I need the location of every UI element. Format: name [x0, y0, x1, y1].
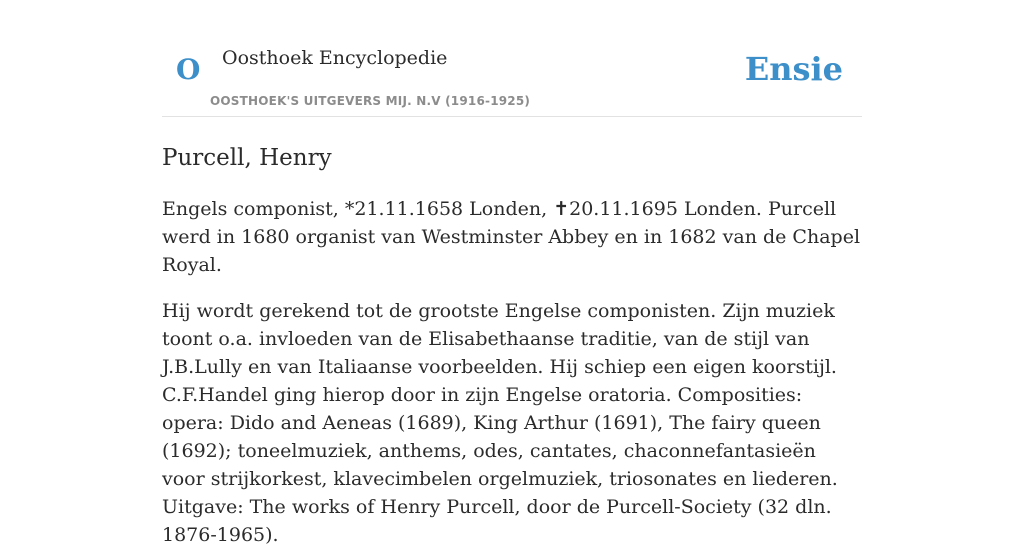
article-paragraph: Hij wordt gerekend tot de grootste Engelse componisten. Zijn muziek toont o.a. invloeden van de Elisabethaanse traditie, van de stijl van J.B.Lully en van Italiaanse voorbeelden. Hij schiep een eigen koorstijl. C.F.Handel ging hierop door in zijn Engelse oratoria. Composities: opera: Dido and Aeneas (1689), King Arthur (1691), The fairy queen (1692); toneelmuziek, anthems, odes, cantates, chaconnefantasieën voor strijkorkest, klavecimbelen orgelmuziek, triosonates en liederen. Uitgave: The works of Henry Purcell, door de Purcell-Society (32 dln. 1876-1965). — [162, 300, 838, 546]
article-title: Purcell, Henry — [162, 145, 332, 171]
article-paragraph: Engels componist, *21.11.1658 Londen, ✝20.11.1695 Londen. Purcell werd in 1680 organist van Westminster Abbey en in 1682 van de Chapel Royal. — [162, 198, 861, 276]
publication-title[interactable]: Oosthoek Encyclopedie — [222, 47, 448, 69]
ensie-logo-link[interactable]: Ensie — [744, 50, 843, 88]
publication-subtitle: OOSTHOEK'S UITGEVERS MIJ. N.V (1916-1925) — [210, 94, 531, 108]
publication-letter-badge: O — [176, 53, 201, 86]
publication-header — [162, 0, 862, 117]
page-container — [162, 0, 862, 549]
